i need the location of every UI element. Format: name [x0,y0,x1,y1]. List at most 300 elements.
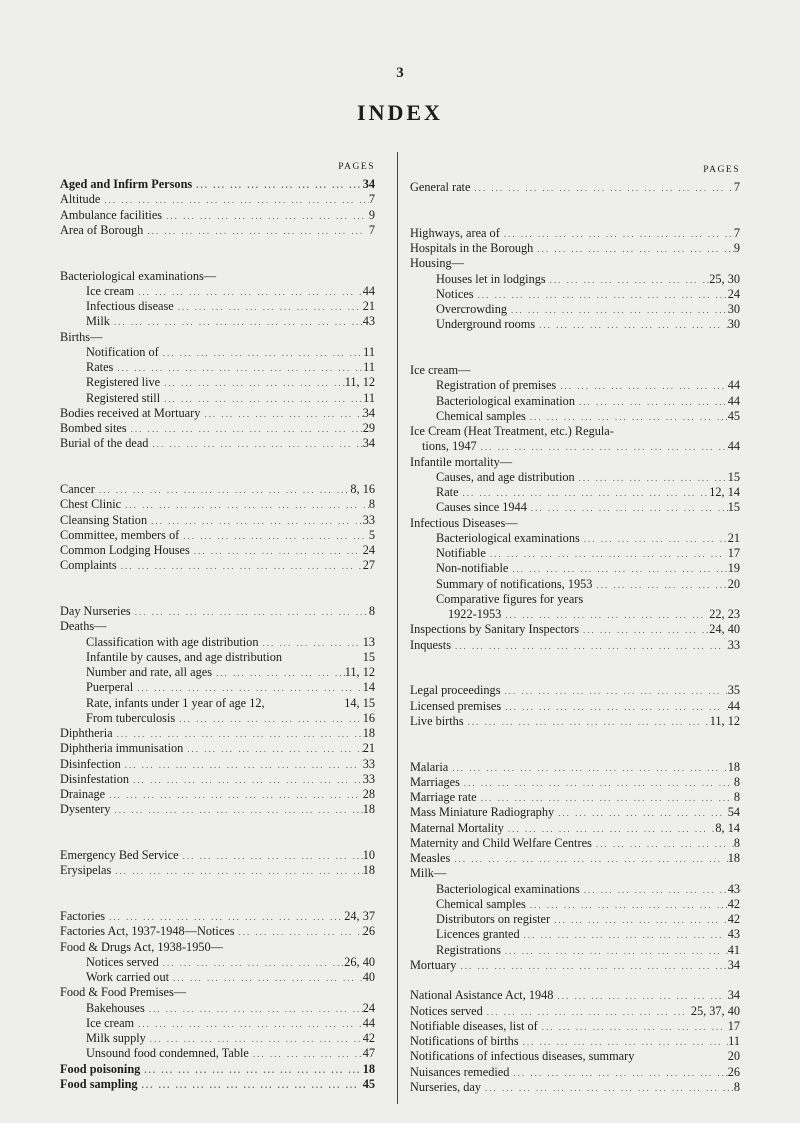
entry-label: Food poisoning [60,1061,141,1076]
index-entry [60,650,375,665]
leader-dots [477,440,728,454]
entry-label: Licensed premises [410,698,502,713]
index-entry [60,772,375,787]
leader-dots [507,303,728,317]
index-entry [410,760,740,775]
index-entry [60,391,375,406]
entry-label: Infantile by causes, and age distribution [86,649,283,664]
entry-pages: 11 [363,344,375,359]
entry-pages: 18 [362,802,375,817]
entry-pages: 11 [363,360,375,374]
entry-label: Ambulance facilities [60,207,163,222]
index-entry [60,208,375,223]
entry-label: Burial of the dead [60,436,149,451]
entry-label: Registered live [86,375,161,390]
leader-dots [105,788,363,802]
entry-pages: 18 [727,759,740,774]
entry-pages: 8 [733,835,740,850]
entry-label: Ice cream [86,1015,135,1030]
leader-dots [504,822,715,836]
entry-label: Inquests [410,637,451,652]
entry-pages: 34 [362,405,375,420]
entry-label: Ice Cream (Heat Treatment, etc.) Regula- [410,424,614,438]
leader-dots [580,883,728,897]
entry-label: Milk supply [86,1031,146,1045]
section-gap [410,653,740,684]
entry-label: Food sampling [60,1076,138,1091]
entry-pages: 8, 16 [350,482,375,496]
leader-dots [448,761,727,775]
leader-dots [554,806,728,820]
section-gap [60,574,375,605]
index-entry [60,360,375,375]
entry-label: Causes since 1944 [436,500,527,515]
entry-label: Rate, infants under 1 year of age 12, [86,695,265,710]
section-gap [410,729,740,760]
index-entry [410,561,740,576]
entry-label: Bodies received at Mortuary [60,405,201,420]
index-entry [410,485,740,500]
index-column-left [60,160,375,1092]
entry-label: Factories [60,909,106,923]
entry-pages: 17 [727,1018,740,1033]
entry-pages: 33 [362,512,375,527]
entry-label: Unsound food condemned, Table [86,1046,249,1061]
entry-pages: 11 [363,390,375,405]
index-heading [410,363,740,378]
entry-label: Factories Act, 1937-1948—Notices [60,924,235,939]
index-heading [60,940,375,955]
entry-pages: 45 [727,408,740,423]
entry-pages: 10 [362,848,375,862]
entry-label: Live births [410,713,464,728]
leader-dots [117,559,363,573]
leader-dots [160,376,345,390]
leader-dots [95,483,351,497]
leader-dots [579,623,709,637]
index-entry [410,775,740,790]
index-entry [60,345,375,360]
entry-label: Disinfection [60,756,121,771]
entry-pages: 5 [368,527,375,542]
index-entry [410,272,740,287]
index-entry [410,470,740,485]
entry-label: Diphtheria immunisation [60,741,184,756]
entry-pages: 21 [362,299,375,313]
index-entries [410,180,740,1095]
index-entry [60,863,375,878]
entry-label: Registered still [86,390,161,405]
entry-pages: 34 [362,177,375,191]
leader-dots [174,300,363,314]
leader-dots [450,852,727,866]
entry-pages: 8 [368,497,375,512]
leader-dots [145,1002,363,1016]
leader-dots [129,773,363,787]
index-entry [410,912,740,927]
leader-dots [592,578,727,592]
index-entry [410,302,740,317]
entry-label: Common Lodging Houses [60,543,190,557]
entry-pages: 47 [362,1046,375,1061]
leader-dots [470,181,733,195]
leader-dots [477,791,734,805]
leader-dots [134,1017,363,1031]
index-heading [410,455,740,470]
leader-dots [190,544,363,558]
entry-label: Marriage rate [410,790,477,804]
entry-label: Infantile mortality— [410,454,513,469]
entry-label: Inspections by Sanitary Inspectors [410,622,580,637]
entry-label: Housing— [410,256,464,271]
index-entry [410,1019,740,1034]
index-entry [410,927,740,942]
entry-label: Notices served [410,1003,483,1018]
entry-pages: 18 [362,1061,375,1076]
entry-label: Registration of premises [436,378,557,393]
index-entry [410,607,740,622]
entry-pages: 26 [727,1064,740,1079]
index-entry [60,375,375,390]
entry-pages: 12, 14 [709,485,740,499]
leader-dots [575,395,728,409]
entry-pages: 24 [362,1000,375,1015]
entry-pages: 24, 40 [709,622,740,637]
index-entry [410,882,740,897]
leader-dots [533,242,734,256]
index-entry [60,955,375,970]
index-heading [410,256,740,271]
entry-label: Disinfestation [60,771,129,786]
leader-dots [113,727,363,741]
entry-label: Notification of [86,344,159,359]
index-entry [410,1034,740,1049]
index-entry [410,226,740,241]
entry-pages: 16 [362,710,375,725]
entry-pages: 8 [368,604,375,618]
index-entry [410,683,740,698]
leader-dots [100,193,369,207]
entry-pages: 8 [733,774,740,789]
leader-dots [235,925,363,939]
entry-pages: 27 [362,558,375,573]
entry-pages: 34 [362,436,375,451]
entry-label: Registrations [436,942,501,957]
entry-label: Cancer [60,482,95,496]
section-gap [410,333,740,364]
leader-dots [486,547,728,561]
section-gap [60,452,375,483]
index-entry [60,1001,375,1016]
index-entry [410,287,740,302]
leader-dots [553,989,727,1003]
leader-dots [527,501,728,515]
entry-label: Chest Clinic [60,497,122,512]
index-entry [60,696,375,711]
leader-dots [249,1047,363,1061]
entry-label: Overcrowding [436,302,508,316]
index-entry [60,1031,375,1046]
entry-label: Notifiable diseases, list of [410,1018,538,1033]
leader-dots [147,514,363,528]
column-divider [397,152,398,1104]
leader-dots [140,1063,362,1077]
index-entry [410,1080,740,1095]
entry-label: Licences granted [436,927,520,942]
entry-pages: 17 [727,546,740,560]
section-gap [60,818,375,849]
entry-pages: 14, 15 [344,695,375,710]
leader-dots [501,608,709,622]
entry-pages: 11 [728,1034,740,1048]
entry-pages: 25, 37, 40 [690,1003,740,1018]
leader-dots [575,471,728,485]
index-entry [60,406,375,421]
leader-dots [131,605,369,619]
index-entry [410,546,740,561]
leader-dots [159,346,363,360]
leader-dots [500,684,727,698]
entry-pages: 9 [733,241,740,255]
leader-dots [134,285,363,299]
index-heading [410,866,740,881]
entry-label: Maternity and Child Welfare Centres [410,835,592,850]
entry-label: Area of Borough [60,222,144,237]
entry-pages: 7 [733,180,740,194]
leader-dots [169,971,363,985]
entry-pages: 24, 37 [344,909,375,923]
index-entry [60,314,375,329]
entry-pages: 11, 12 [709,713,740,728]
index-heading [60,269,375,284]
entry-label: Aged and Infirm Persons [60,177,193,191]
entry-pages: 44 [727,698,740,713]
index-entry [410,317,740,332]
entry-pages: 8 [733,790,740,804]
index-entry [410,1004,740,1019]
leader-dots [501,700,728,714]
index-entry [60,924,375,939]
entry-label: Deaths— [60,619,107,634]
index-entry [60,604,375,619]
leader-dots [483,1005,691,1019]
entry-pages: 44 [727,378,740,393]
index-entry [60,1046,375,1061]
entry-label: From tuberculosis [86,710,176,725]
leader-dots [474,288,728,302]
pages-header: PAGES [703,165,740,175]
index-entry [60,223,375,238]
index-heading [60,619,375,634]
index-entry [60,284,375,299]
index-entry [410,439,740,454]
index-entry [60,635,375,650]
entry-label: Chemical samples [436,408,526,423]
leader-dots [501,944,728,958]
leader-dots [500,227,734,241]
entry-pages: 20 [727,1049,740,1064]
entry-pages: 44 [362,283,375,298]
leader-dots [133,681,363,695]
entry-label: Notifiable [436,546,486,560]
entry-pages: 28 [362,787,375,801]
index-entry [60,192,375,207]
leader-dots [148,437,362,451]
entry-label: Highways, area of [410,225,500,240]
entry-pages: 42 [727,912,740,926]
entry-pages: 15 [362,649,375,664]
entry-pages: 15 [727,500,740,515]
index-entry [410,958,740,973]
entry-label: Altitude [60,192,101,207]
entry-pages: 11, 12 [344,375,375,390]
entry-pages: 30 [727,317,740,332]
entry-pages: 24 [727,286,740,301]
leader-dots [127,422,363,436]
leader-dots [121,498,369,512]
entry-label: Milk [86,314,110,329]
index-entry [410,409,740,424]
entry-label: Births— [60,329,103,344]
index-entry [60,970,375,985]
entry-label: Maternal Mortality [410,820,504,835]
entry-label: Milk— [410,866,447,881]
index-heading [60,985,375,1000]
entry-label: Bacteriological examinations [436,530,580,545]
entry-label: Ice cream— [410,363,471,377]
entry-label: Notices [436,286,474,301]
index-entry [410,943,740,958]
index-entry [410,638,740,653]
entry-label: Bacteriological examinations [436,881,580,896]
section-gap [410,195,740,226]
leader-dots [459,486,710,500]
entry-label: Nuisances remedied [410,1064,510,1079]
index-entry [60,909,375,924]
entry-label: Diphtheria [60,726,113,740]
entry-label: Rates [86,360,114,374]
index-heading [410,424,740,439]
entry-pages: 14 [362,680,375,695]
leader-dots [113,361,363,375]
entry-label: Mortuary [410,957,457,972]
entry-label: Notifications of births [410,1034,519,1048]
index-entry [410,851,740,866]
leader-dots [592,837,734,851]
entry-label: Food & Food Premises— [60,985,187,1000]
entry-label: Bacteriological examination [436,393,575,408]
index-entry [60,421,375,436]
entry-pages: 43 [727,927,740,942]
leader-dots [121,758,363,772]
index-entry [410,714,740,729]
index-entry [410,531,740,546]
entry-pages: 9 [368,207,375,222]
entry-label: Number and rate, all ages [86,665,212,679]
leader-dots [183,742,362,756]
entry-pages: 41 [727,942,740,957]
entry-label: Notices served [86,954,159,969]
entry-label: Measles [410,851,451,865]
entry-pages: 21 [727,530,740,545]
entry-pages: 42 [362,1031,375,1045]
leader-dots [162,209,369,223]
entry-label: Infectious Diseases— [410,515,518,530]
entry-label: Committee, members of [60,527,180,542]
leader-dots [200,407,362,421]
leader-dots [550,913,728,927]
entry-label: Ice cream [86,283,135,298]
entry-label: Erysipelas [60,863,112,878]
entry-label: Malaria [410,759,449,774]
section-gap [60,238,375,269]
page-title: INDEX [357,100,443,125]
leader-dots [520,928,728,942]
index-entry [60,757,375,772]
entry-pages: 33 [362,756,375,771]
leader-dots [538,1020,728,1034]
leader-dots [258,636,362,650]
entry-label: National Asistance Act, 1948 [410,988,554,1003]
index-entry [60,482,375,497]
entry-pages: 43 [362,314,375,329]
section-gap [410,973,740,988]
leader-dots [179,849,363,863]
index-entry [410,1049,740,1064]
section-gap [60,879,375,910]
leader-dots [159,956,345,970]
index-entry [60,1016,375,1031]
index-entry [410,622,740,637]
leader-dots [179,529,369,543]
entry-label: Non-notifiable [436,561,509,576]
index-entry [60,543,375,558]
entry-label: Cleansing Station [60,512,148,527]
leader-dots [556,379,727,393]
leader-dots [175,712,363,726]
entry-pages: 54 [727,805,740,820]
index-entry [60,665,375,680]
leader-dots [111,864,362,878]
index-entry [60,513,375,528]
entry-pages: 8, 14 [715,820,740,835]
leader-dots [460,776,734,790]
entry-pages: 22, 23 [709,607,740,621]
leader-dots [192,178,363,192]
leader-dots [105,910,344,924]
entry-label: Legal proceedings [410,683,501,698]
entry-label: Causes, and age distribution [436,469,575,484]
entry-label: Day Nurseries [60,604,131,618]
entry-pages: 18 [362,863,375,878]
leader-dots [508,562,727,576]
entry-pages: 33 [362,771,375,786]
leader-dots [146,1032,363,1046]
entry-label: Bombed sites [60,421,127,435]
entry-label: Puerperal [86,680,134,695]
index-heading [410,516,740,531]
entry-pages: 44 [727,393,740,408]
leader-dots [519,1035,729,1049]
entry-pages: 7 [368,192,375,207]
entry-label: Drainage [60,787,106,801]
entry-label: Dysentery [60,802,111,817]
pages-header: PAGES [338,162,375,172]
index-entry [410,836,740,851]
entry-label: Distributors on register [436,912,551,926]
leader-dots [160,392,363,406]
entry-label: Hospitals in the Borough [410,241,534,255]
